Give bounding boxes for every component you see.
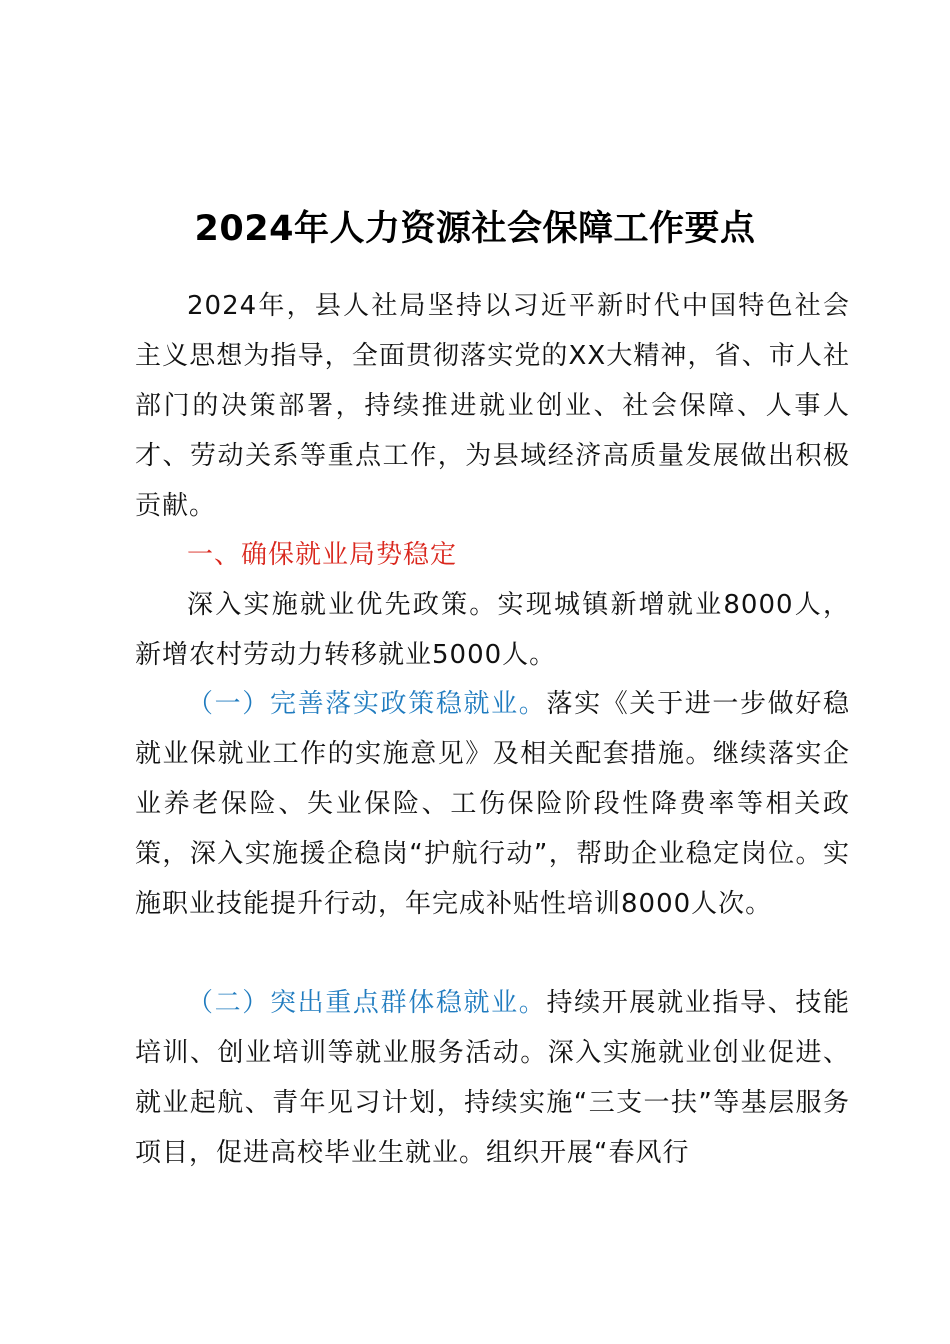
section-heading-1: 一、确保就业局势稳定 [187, 540, 458, 570]
document-title: 2024年人力资源社会保障工作要点 [194, 209, 756, 249]
section-1-item-2 [135, 978, 850, 1178]
item-2-label: （二）突出重点群体稳就业。 [187, 988, 547, 1018]
item-1-label: （一）完善落实政策稳就业。 [187, 689, 547, 719]
item-2-text: 持续开展就业指导、技能培训、创业培训等就业服务活动。深入实施就业创业促进、就业起航、青年见习计划，持续实施“三支一扶”等基层服务项目，促进高校毕业生就业。组织开展“春风行 [135, 988, 850, 1168]
item-1-text: 落实《关于进一步做好稳就业保就业工作的实施意见》及相关配套措施。继续落实企业养老保险、失业保险、工伤保险阶段性降费率等相关政策，深入实施援企稳岗“护航行动”，帮助企业稳定岗位。实施职业技能提升行动，年完成补贴性培训8000人次。 [135, 689, 850, 919]
section-1-summary: 深入实施就业优先政策。实现城镇新增就业8000人，新增农村劳动力转移就业5000人。 [135, 590, 850, 670]
section-1-item-1 [135, 679, 850, 929]
intro-paragraph: 2024年，县人社局坚持以习近平新时代中国特色社会主义思想为指导，全面贯彻落实党的XX大精神，省、市人社部门的决策部署，持续推进就业创业、社会保障、人事人才、劳动关系等重点工作，为县域经济高质量发展做出积极贡献。 [135, 291, 850, 521]
